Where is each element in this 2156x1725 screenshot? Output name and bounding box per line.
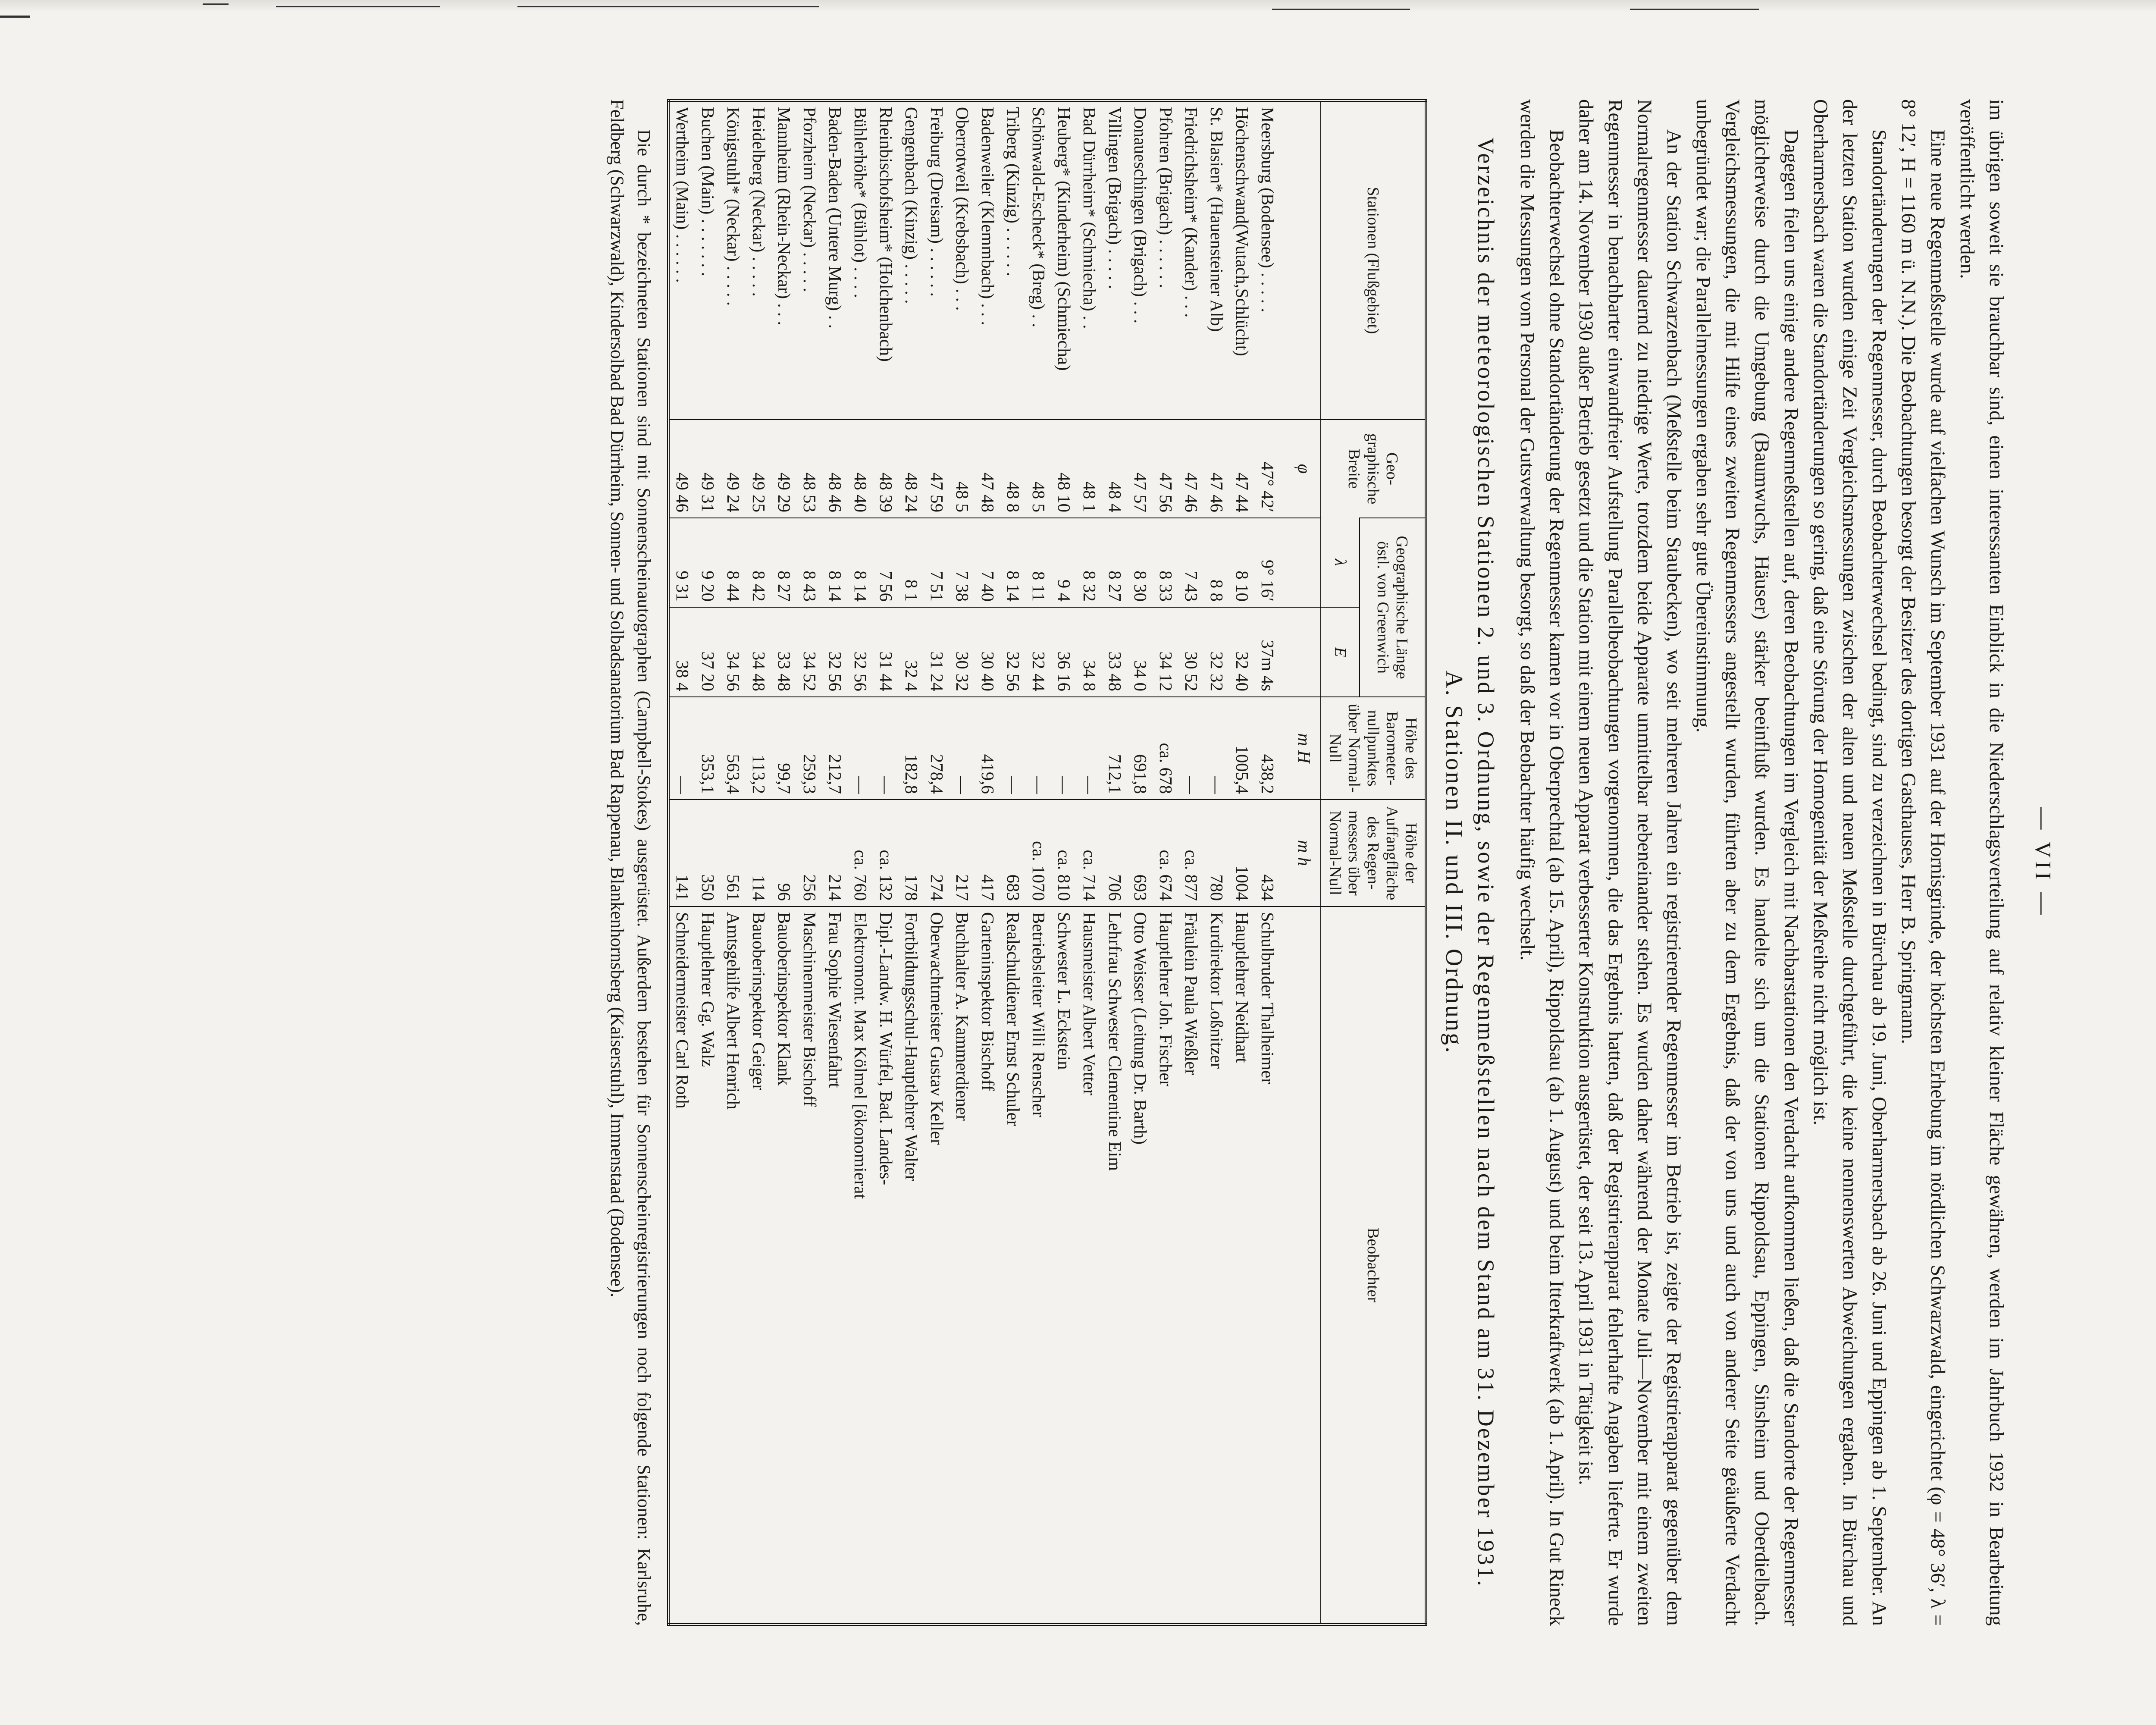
observer-cell: Realschuldiener Ernst Schuler	[1000, 906, 1026, 1625]
barometer-height-cell: 212,7	[822, 697, 848, 800]
time-cell: 30 32	[950, 607, 975, 697]
latitude-cell: 48 5	[1026, 420, 1051, 518]
table-row	[695, 100, 721, 1625]
observer-cell: Lehrfrau Schwester Clementine Eim	[1102, 906, 1128, 1625]
station-name-cell: Meersburg (Bodensee) . . . . .	[1257, 107, 1278, 313]
scan-mark	[276, 6, 440, 7]
latitude-cell: 49 24	[721, 420, 746, 518]
latitude-cell: 47 56	[1153, 420, 1178, 518]
longitude-cell: 9 4	[1051, 518, 1077, 607]
latitude-cell: 49 25	[746, 420, 771, 518]
table-units-row	[1287, 100, 1321, 1625]
station-name-cell: Heuberg* (Kinderheim) (Schmiecha)	[1054, 107, 1074, 371]
time-cell: 34 0	[1128, 607, 1153, 697]
observer-cell: Frau Sophie Wiesenfahrt	[822, 906, 848, 1625]
time-cell: 38 4	[668, 607, 695, 697]
station-name-cell: Königstuhl* (Neckar) . . . . .	[723, 107, 743, 306]
time-cell: 31 44	[873, 607, 899, 697]
longitude-cell: 7 40	[975, 518, 1000, 607]
longitude-cell: 8 1	[899, 518, 924, 607]
observer-cell: Bauoberinspektor Klank	[771, 906, 797, 1625]
longitude-cell: 8 14	[1000, 518, 1026, 607]
time-cell: 30 40	[975, 607, 1000, 697]
station-name-cell: Pforzheim (Neckar) . . . . .	[799, 107, 820, 292]
paragraph: Beobachterwechsel ohne Standortänderung der Regenmesser kamen vor in Oberprechtal (ab 15. April), Rippoldsau (ab 1. August) und beim Itterkraftwerk (ab 1. April). In Gut Rineck werden die Messungen vom Personal der Gutsverwaltung besorgt, so daß der Beobachter häufig wechselt.	[1516, 99, 1568, 1626]
latitude-cell: 48 8	[1000, 420, 1026, 518]
latitude-cell: 48 5	[950, 420, 975, 518]
table-header-row	[1360, 100, 1426, 1625]
table-row	[848, 100, 873, 1625]
time-cell: 32 56	[1000, 607, 1026, 697]
table-row	[1204, 100, 1229, 1625]
table-row	[1255, 100, 1287, 1625]
longitude-cell: 8 27	[771, 518, 797, 607]
table-row	[1026, 100, 1051, 1625]
header-lambda: λ	[1321, 518, 1360, 607]
station-name-cell: Höchenschwand(Wutach,Schlücht)	[1232, 107, 1252, 356]
barometer-height-cell: 278,4	[924, 697, 950, 800]
latitude-cell: 48 10	[1051, 420, 1077, 518]
rotated-page	[111, 65, 2086, 1660]
time-cell: 32 40	[1229, 607, 1255, 697]
barometer-height-cell: 438,2	[1255, 697, 1287, 800]
gauge-height-cell: 214	[822, 800, 848, 906]
stations-table	[667, 99, 1427, 1626]
gauge-height-cell: ca. 132	[873, 800, 899, 906]
gauge-height-cell: ca. 810	[1051, 800, 1077, 906]
station-name-cell: Buchen (Main) . . . . . . .	[698, 107, 718, 276]
page-number: — VII —	[2030, 807, 2055, 918]
header-observer: Beobachter	[1321, 906, 1426, 1625]
longitude-cell: 7 43	[1178, 518, 1204, 607]
unit-cell	[1287, 607, 1321, 697]
barometer-height-cell: —	[1051, 697, 1077, 800]
gauge-height-cell: 561	[721, 800, 746, 906]
observer-cell: Betriebsleiter Willi Renscher	[1026, 906, 1051, 1625]
station-name-cell: Baden-Baden (Untere Murg) . .	[825, 107, 845, 329]
observer-cell: Schulbruder Thalheimer	[1255, 906, 1287, 1625]
longitude-cell: 7 38	[950, 518, 975, 607]
time-cell: 31 24	[924, 607, 950, 697]
station-name-cell: Gengenbach (Kinzig) . . . . .	[901, 107, 921, 304]
barometer-height-cell: 691,8	[1128, 697, 1153, 800]
unit-cell: m h	[1287, 800, 1321, 906]
barometer-height-cell: 113,2	[746, 697, 771, 800]
barometer-height-cell: —	[1000, 697, 1026, 800]
table-row	[746, 100, 771, 1625]
longitude-cell: 8 14	[822, 518, 848, 607]
gauge-height-cell: 706	[1102, 800, 1128, 906]
latitude-cell: 47 44	[1229, 420, 1255, 518]
barometer-height-cell: ca. 678	[1153, 697, 1178, 800]
table-row	[797, 100, 822, 1625]
header-time: E	[1321, 607, 1360, 697]
paragraph: Eine neue Regenmeßstelle wurde auf vielfachen Wunsch im September 1931 auf der Hornisgrinde, der höchsten Erhebung im nördlichen Schwarzwald, eingerichtet (φ = 48° 36′, λ = 8° 12′, H = 1160 m ü. N.N.). Die Beobachtungen besorgt der Besitzer des dortigen Gasthauses, Herr B. Springmann.	[1897, 99, 1949, 1626]
observer-cell: Hauptlehrer Joh. Fischer	[1153, 906, 1178, 1625]
longitude-cell: 8 14	[848, 518, 873, 607]
observer-cell: Schneidermeister Carl Roth	[668, 906, 695, 1625]
unit-cell	[1287, 906, 1321, 1625]
time-cell: 33 48	[1102, 607, 1128, 697]
station-name-cell: Rheinbischofsheim* (Holchenbach)	[876, 107, 896, 362]
gauge-height-cell: 256	[797, 800, 822, 906]
gauge-height-cell: 683	[1000, 800, 1026, 906]
longitude-cell: 7 51	[924, 518, 950, 607]
paragraph: An der Station Schwarzenbach (Meßstelle beim Staubecken), wo seit mehreren Jahren ein registrierender Regenmesser im Betrieb ist, zeigte der Registrierapparat gegenüber dem Normalregenmesser dauernd zu niedrige Werte, trotzdem beide Apparate unmittelbar nebeneinander stehen. Es wurden daher während der Monate Juli—November mit einem zweiten Regenmesser in benachbarter einwandfreier Aufstellung Parallelbeobachtungen vorgenommen, die das Ergebnis hatten, daß der Registrierapparat fehlerhafte Angaben lieferte. Er wurde daher am 14. November 1930 außer Betrieb gesetzt und die Station mit einem neuen Apparat verbesserter Konstruktion ausgerüstet, der seit 13. April 1931 in Tätigkeit ist.	[1574, 99, 1685, 1626]
station-name-cell: Oberrotweil (Krebsbach) . . .	[952, 107, 972, 311]
observer-cell: Dipl.-Landw. H. Würfel, Bad. Landes-	[873, 906, 899, 1625]
longitude-cell: 9 31	[668, 518, 695, 607]
table-row	[1077, 100, 1102, 1625]
station-name-cell: Bad Dürrheim* (Schmiecha) . .	[1079, 107, 1100, 329]
table-row	[899, 100, 924, 1625]
latitude-cell: 49 31	[695, 420, 721, 518]
station-name-cell: Bühlerhöhe* (Bühlot) . . . .	[850, 107, 871, 298]
table-row	[975, 100, 1000, 1625]
footnote: Die durch * bezeichneten Stationen sind mit Sonnenscheinautographen (Campbell-Stokes) ausgerüstet. Außerdem bestehen für Sonnenscheinregistrierungen noch folgende Stationen: Karlsruhe, Feldberg (Schwarzwald), Kindersolbad Bad Dürrheim, Sonnen- und Solbadsanatorium Bad Rappenau, Blankenhornsberg (Kaiserstuhl), Immenstaad (Bodensee).	[606, 99, 654, 1626]
barometer-height-cell: —	[848, 697, 873, 800]
time-cell: 36 16	[1051, 607, 1077, 697]
station-name-cell: Mannheim (Rhein-Neckar) . . .	[774, 107, 794, 326]
gauge-height-cell: ca. 760	[848, 800, 873, 906]
table-row	[822, 100, 848, 1625]
observer-cell: Schwester L. Eckstein	[1051, 906, 1077, 1625]
gauge-height-cell: 178	[899, 800, 924, 906]
longitude-cell: 8 27	[1102, 518, 1128, 607]
gauge-height-cell: ca. 674	[1153, 800, 1178, 906]
time-cell: 37m 4s	[1255, 607, 1287, 697]
longitude-cell: 8 43	[797, 518, 822, 607]
time-cell: 34 8	[1077, 607, 1102, 697]
observer-cell: Amtsgehilfe Albert Henrich	[721, 906, 746, 1625]
latitude-cell: 48 46	[822, 420, 848, 518]
gauge-height-cell: 434	[1255, 800, 1287, 906]
longitude-cell: 8 10	[1229, 518, 1255, 607]
barometer-height-cell: 419,6	[975, 697, 1000, 800]
observer-cell: Hausmeister Albert Vetter	[1077, 906, 1102, 1625]
observer-cell: Fortbildungsschul-Hauptlehrer Walter	[899, 906, 924, 1625]
gauge-height-cell: 350	[695, 800, 721, 906]
section-heading: Verzeichnis der meteorologischen Stationen 2. und 3. Ordnung, sowie der Regenmeßstellen nach dem Stand am 31. Dezember 1931.	[1473, 137, 1499, 1588]
header-barometer-height: Höhe des Barometer-nullpunktes über Normal-Null	[1321, 697, 1426, 800]
header-station: Stationen (Flußgebiet)	[1321, 100, 1426, 420]
barometer-height-cell: —	[950, 697, 975, 800]
table-row	[873, 100, 899, 1625]
observer-cell: Maschinenmeister Bischoff	[797, 906, 822, 1625]
table-row	[1229, 100, 1255, 1625]
latitude-cell: 47° 42′	[1255, 420, 1287, 518]
scan-mark	[517, 6, 819, 7]
observer-cell: Fräulein Paula Wießler	[1178, 906, 1204, 1625]
header-latitude: Geo-graphische Breite	[1321, 420, 1426, 518]
gauge-height-cell: 1004	[1229, 800, 1255, 906]
station-name-cell: St. Blasien* (Hauensteiner Alb)	[1206, 107, 1227, 332]
table-row	[1178, 100, 1204, 1625]
gauge-height-cell: 274	[924, 800, 950, 906]
time-cell: 32 4	[899, 607, 924, 697]
table-row	[1051, 100, 1077, 1625]
time-cell: 34 12	[1153, 607, 1178, 697]
gauge-height-cell: ca. 714	[1077, 800, 1102, 906]
latitude-cell: 48 1	[1077, 420, 1102, 518]
observer-cell: Garteninspektor Bischoff	[975, 906, 1000, 1625]
paragraph: Dagegen fielen uns einige andere Regenmeßstellen auf, deren Beobachtungen im Vergleich mit Nachbarstationen den Verdacht aufkommen ließen, daß die Standorte der Regenmesser möglicherweise durch die Umgebung (Baumwuchs, Häuser) stärker beeinflußt wurden. Es handelte sich um die Stationen Rippoldsau, Eppingen, Sinsheim und Oberdielbach. Vergleichsmessungen, die mit Hilfe eines zweiten Regenmessers angestellt wurden, führten aber zu dem Ergebnis, daß der von uns und auch von anderer Seite geäußerte Verdacht unbegründet war; die Parallelmessungen ergaben sehr gute Übereinstimmung.	[1692, 99, 1802, 1626]
time-cell: 34 52	[797, 607, 822, 697]
paragraph: im übrigen soweit sie brauchbar sind, einen interessanten Einblick in die Niederschlagsverteilung auf relativ kleiner Fläche gewähren, werden im Jahrbuch 1932 in Bearbeitung veröffentlicht werden.	[1955, 99, 2008, 1626]
longitude-cell: 8 11	[1026, 518, 1051, 607]
gauge-height-cell: 96	[771, 800, 797, 906]
observer-cell: Buchhalter A. Kammerdiener	[950, 906, 975, 1625]
barometer-height-cell: 99,7	[771, 697, 797, 800]
barometer-height-cell: 563,4	[721, 697, 746, 800]
unit-cell	[1287, 518, 1321, 607]
barometer-height-cell: 712,1	[1102, 697, 1128, 800]
barometer-height-cell: —	[873, 697, 899, 800]
longitude-cell: 8 33	[1153, 518, 1178, 607]
station-name-cell: Wertheim (Main) . . . . . .	[672, 107, 693, 283]
header-longitude: Geographische Länge östl. von Greenwich	[1360, 518, 1426, 697]
table-row	[950, 100, 975, 1625]
scan-mark	[203, 3, 229, 5]
gauge-height-cell: 141	[668, 800, 695, 906]
scan-mark	[0, 16, 30, 18]
table-row	[1000, 100, 1026, 1625]
station-name-cell: Heidelberg (Neckar) . . . . .	[749, 107, 769, 297]
observer-cell: Elektromont. Max Kölmel [ökonomierat	[848, 906, 873, 1625]
time-cell: 32 56	[848, 607, 873, 697]
gauge-height-cell: 693	[1128, 800, 1153, 906]
latitude-cell: 48 24	[899, 420, 924, 518]
latitude-cell: 48 4	[1102, 420, 1128, 518]
barometer-height-cell: —	[668, 697, 695, 800]
scan-mark	[1272, 9, 1410, 10]
longitude-cell: 9 20	[695, 518, 721, 607]
station-name-cell: Donaueschingen (Brigach) . . .	[1130, 107, 1150, 324]
gauge-height-cell: 217	[950, 800, 975, 906]
section-subheading: A. Stationen II. und III. Ordnung.	[1440, 670, 1467, 1055]
table-row	[1128, 100, 1153, 1625]
time-cell: 37 20	[695, 607, 721, 697]
gauge-height-cell: 417	[975, 800, 1000, 906]
table-row	[721, 100, 746, 1625]
table-row	[771, 100, 797, 1625]
observer-cell: Oberwachtmeister Gustav Keller	[924, 906, 950, 1625]
time-cell: 34 48	[746, 607, 771, 697]
table-row	[1102, 100, 1128, 1625]
longitude-cell: 7 56	[873, 518, 899, 607]
longitude-cell: 8 42	[746, 518, 771, 607]
barometer-height-cell: —	[1077, 697, 1102, 800]
time-cell: 32 56	[822, 607, 848, 697]
barometer-height-cell: —	[1204, 697, 1229, 800]
latitude-cell: 47 57	[1128, 420, 1153, 518]
observer-cell: Kurdirektor Loßnitzer	[1204, 906, 1229, 1625]
barometer-height-cell: 353,1	[695, 697, 721, 800]
gauge-height-cell: 114	[746, 800, 771, 906]
station-name-cell: Triberg (Kinzig) . . . . . .	[1003, 107, 1023, 276]
barometer-height-cell: 182,8	[899, 697, 924, 800]
station-name-cell: Friedrichsheim* (Kander) . . .	[1181, 107, 1201, 318]
station-name-cell: Schönwald-Escheck* (Breg) . .	[1028, 107, 1049, 328]
time-cell: 32 44	[1026, 607, 1051, 697]
station-name-cell: Pfohren (Brigach) . . . . . .	[1156, 107, 1176, 289]
barometer-height-cell: —	[1178, 697, 1204, 800]
longitude-cell: 9° 16′	[1255, 518, 1287, 607]
paragraph: Standortänderungen der Regenmesser, durch Beobachterwechsel bedingt, sind zu verzeichnen in Bürchau ab 19. Juni, Oberharmersbach ab 26. Juni und Eppingen ab 1. September. An der letzten Station wurden einige Zeit Vergleichsmessungen zwischen der alten und neuen Meßstelle durchgeführt, die keine nennenswerten Abweichungen ergaben. In Bürchau und Oberharmersbach waren die Standortänderungen so gering, daß eine Störung der Homogenität der Meßreihe nicht möglich ist.	[1809, 99, 1890, 1626]
header-gauge-height: Höhe der Auffangfläche des Regen-messers über Normal-Null	[1321, 800, 1426, 906]
unit-cell: m H	[1287, 697, 1321, 800]
latitude-cell: 47 59	[924, 420, 950, 518]
longitude-cell: 8 8	[1204, 518, 1229, 607]
latitude-cell: 47 46	[1178, 420, 1204, 518]
table-row	[668, 100, 695, 1625]
table-row	[924, 100, 950, 1625]
longitude-cell: 8 44	[721, 518, 746, 607]
scan-mark	[1630, 9, 1759, 10]
observer-cell: Bauoberinspektor Geiger	[746, 906, 771, 1625]
latitude-cell: 47 46	[1204, 420, 1229, 518]
observer-cell: Hauptlehrer Gg. Walz	[695, 906, 721, 1625]
latitude-cell: 49 29	[771, 420, 797, 518]
station-name-cell: Villingen (Brigach) . . . . .	[1105, 107, 1125, 289]
barometer-height-cell: —	[1026, 697, 1051, 800]
observer-cell: Otto Weisser (Leitung Dr. Barth)	[1128, 906, 1153, 1625]
time-cell: 32 32	[1204, 607, 1229, 697]
time-cell: 33 48	[771, 607, 797, 697]
barometer-height-cell: 259,3	[797, 697, 822, 800]
gauge-height-cell: 780	[1204, 800, 1229, 906]
time-cell: 30 52	[1178, 607, 1204, 697]
latitude-cell: 48 39	[873, 420, 899, 518]
observer-cell: Hauptlehrer Neidhart	[1229, 906, 1255, 1625]
longitude-cell: 8 32	[1077, 518, 1102, 607]
longitude-cell: 8 30	[1128, 518, 1153, 607]
latitude-cell: 48 53	[797, 420, 822, 518]
table-row	[1153, 100, 1178, 1625]
station-name-cell: Freiburg (Dreisam) . . . . . .	[927, 107, 947, 297]
unit-cell: φ	[1287, 420, 1321, 518]
barometer-height-cell: 1005,4	[1229, 697, 1255, 800]
latitude-cell: 47 48	[975, 420, 1000, 518]
latitude-cell: 49 46	[668, 420, 695, 518]
station-name-cell: Badenweiler (Klemmbach) . . .	[978, 107, 998, 326]
gauge-height-cell: ca. 877	[1178, 800, 1204, 906]
unit-cell	[1287, 100, 1321, 420]
latitude-cell: 48 40	[848, 420, 873, 518]
gauge-height-cell: ca. 1070	[1026, 800, 1051, 906]
time-cell: 34 56	[721, 607, 746, 697]
